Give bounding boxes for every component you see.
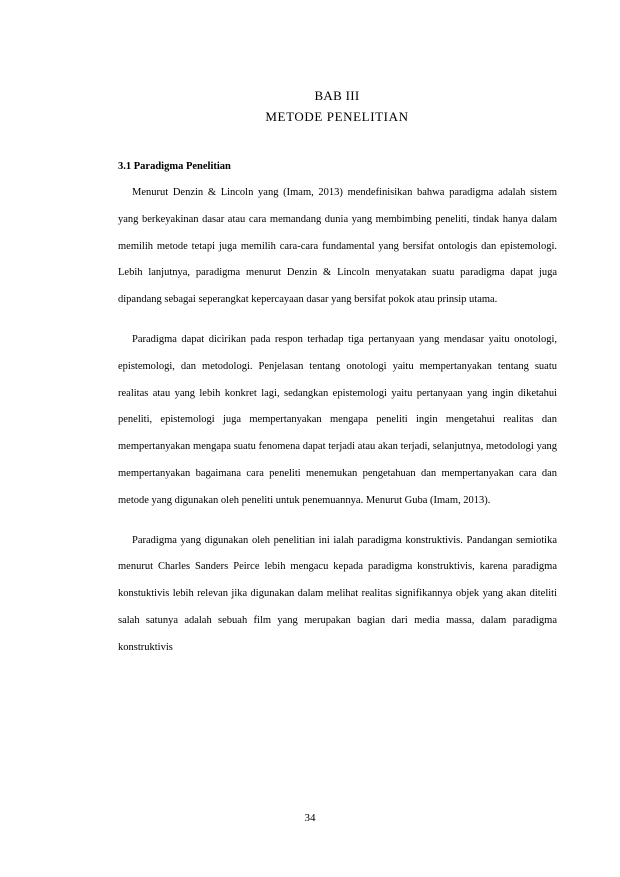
page-number: 34 [304,812,316,824]
paragraph: Paradigma yang digunakan oleh penelitian ini ialah paradigma konstruktivis. Pandangan semiotika menurut Charles Sanders Peirce lebih mengacu kepada paradigma konstruktivis, karena paradigma konstuktivis lebih relevan jika digunakan dalam melihat realitas signifikannya objek yang akan diteliti salah satunya adalah sebuah film yang merupakan bagian dari media massa, dalam paradigma konstruktivis [118,534,557,653]
paragraph: Menurut Denzin & Lincoln yang (Imam, 2013) mendefinisikan bahwa paradigma adalah sistem yang berkeyakinan dasar atau cara memandang dunia yang membimbing peneliti, tindak hanya dalam memilih metode tetapi juga memilih cara-cara fundamental yang bersifat ontologis dan epistemologi. Lebih lanjutnya, paradigma menurut Denzin & Lincoln menyatakan suatu paradigma dapat juga dipandang sebagai seperangkat kepercayaan dasar yang bersifat pokok atau prinsip utama. [118,187,557,306]
chapter-title: METODE PENELITIAN [265,109,409,124]
section-heading: 3.1 Paradigma Penelitian [118,161,231,172]
chapter-number: BAB III [314,88,360,103]
paragraph: Paradigma dapat dicirikan pada respon terhadap tiga pertanyaan yang mendasar yaitu onotologi, epistemologi, dan metodologi. Penjelasan tentang onotologi yaitu mempertanyakan tentang suatu realitas atau yang lebih konkret lagi, sedangkan epistemologi yaitu pertanyaan yang ingin diketahui peneliti, epistemologi juga mempertanyakan mengapa peneliti ingin mengetahui realitas dan mempertanyakan mengapa suatu fenomena dapat terjadi atau akan terjadi, selanjutnya, metodologi yang mempertanyakan bagaimana cara peneliti menemukan pengetahuan dan mempertanyakan cara dan metode yang digunakan oleh peneliti untuk penemuannya. Menurut Guba (Imam, 2013). [118,333,557,506]
body-text [118,180,557,675]
